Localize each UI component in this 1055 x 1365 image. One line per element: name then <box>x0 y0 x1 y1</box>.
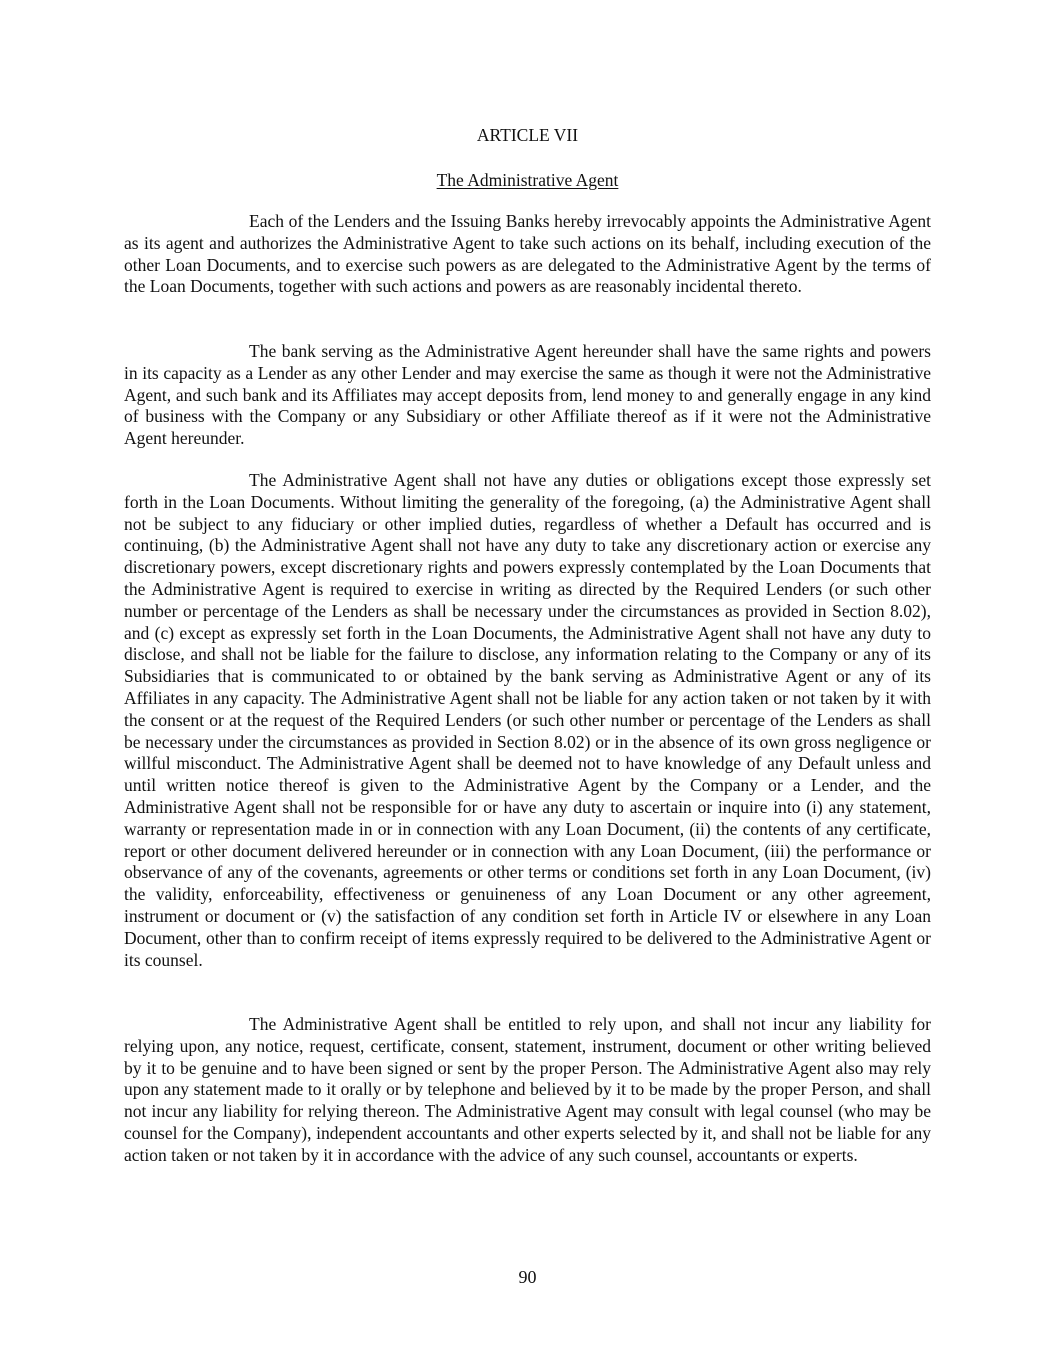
paragraph-duties-and-obligations: The Administrative Agent shall not have any duties or obligations except those expressly set forth in the Loan Documents. Without limiting the generality of the foregoing, (a) the Administrative Agent shall not be subject to any fiduciary or other implied duties, regardless of whether a Default has occurred and is continuing, (b) the Administrative Agent shall not have any duty to take any discretionary action or exercise any discretionary powers, except discretionary rights and powers expressly contemplated by the Loan Documents that the Administrative Agent is required to exercise in writing as directed by the Required Lenders (or such other number or percentage of the Lenders as shall be necessary under the circumstances as provided in Section 8.02), and (c) except as expressly set forth in the Loan Documents, the Administrative Agent shall not have any duty to disclose, and shall not be liable for the failure to disclose, any information relating to the Company or any of its Subsidiaries that is communicated to or obtained by the bank serving as Administrative Agent or any of its Affiliates in any capacity. The Administrative Agent shall not be liable for any action taken or not taken by it with the consent or at the request of the Required Lenders (or such other number or percentage of the Lenders as shall be necessary under the circumstances as provided in Section 8.02) or in the absence of its own gross negligence or willful misconduct. The Administrative Agent shall be deemed not to have knowledge of any Default unless and until written notice thereof is given to the Administrative Agent by the Company or a Lender, and the Administrative Agent shall not be responsible for or have any duty to ascertain or inquire into (i) any statement, warranty or representation made in or in connection with any Loan Document, (ii) the contents of any certificate, report or other document delivered hereunder or in connection with any Loan Document, (iii) the performance or observance of any of the covenants, agreements or other terms or conditions set forth in any Loan Document, (iv) the validity, enforceability, effectiveness or genuineness of any Loan Document or any other agreement, instrument or document or (v) the satisfaction of any condition set forth in Article IV or elsewhere in any Loan Document, other than to confirm receipt of items expressly required to be delivered to the Administrative Agent or its counsel. <box>124 470 931 970</box>
article-title-wrapper <box>0 169 1055 191</box>
article-heading: ARTICLE VII <box>476 125 579 145</box>
paragraph-appointment: Each of the Lenders and the Issuing Banks hereby irrevocably appoints the Administrative Agent as its agent and authorizes the Administrative Agent to take such actions on its behalf, including execution of the other Loan Documents, and to exercise such powers as are delegated to the Administrative Agent by the terms of the Loan Documents, together with such actions and powers as are reasonably incidental thereto. <box>124 211 931 297</box>
page-number: 90 <box>518 1267 537 1287</box>
paragraph-rights-as-lender: The bank serving as the Administrative Agent hereunder shall have the same rights and powers in its capacity as a Lender as any other Lender and may exercise the same as though it were not the Administrative Agent, and such bank and its Affiliates may accept deposits from, lend money to and generally engage in any kind of business with the Company or any Subsidiary or other Affiliate thereof as if it were not the Administrative Agent hereunder. <box>124 341 931 449</box>
article-title: The Administrative Agent <box>436 170 619 190</box>
paragraph-reliance: The Administrative Agent shall be entitled to rely upon, and shall not incur any liability for relying upon, any notice, request, certificate, consent, statement, instrument, document or other writing believed by it to be genuine and to have been signed or sent by the proper Person. The Administrative Agent also may rely upon any statement made to it orally or by telephone and believed by it to be made by the proper Person, and shall not incur any liability for relying thereon. The Administrative Agent may consult with legal counsel (who may be counsel for the Company), independent accountants and other experts selected by it, and shall not be liable for any action taken or not taken by it in accordance with the advice of any such counsel, accountants or experts. <box>124 1014 931 1165</box>
